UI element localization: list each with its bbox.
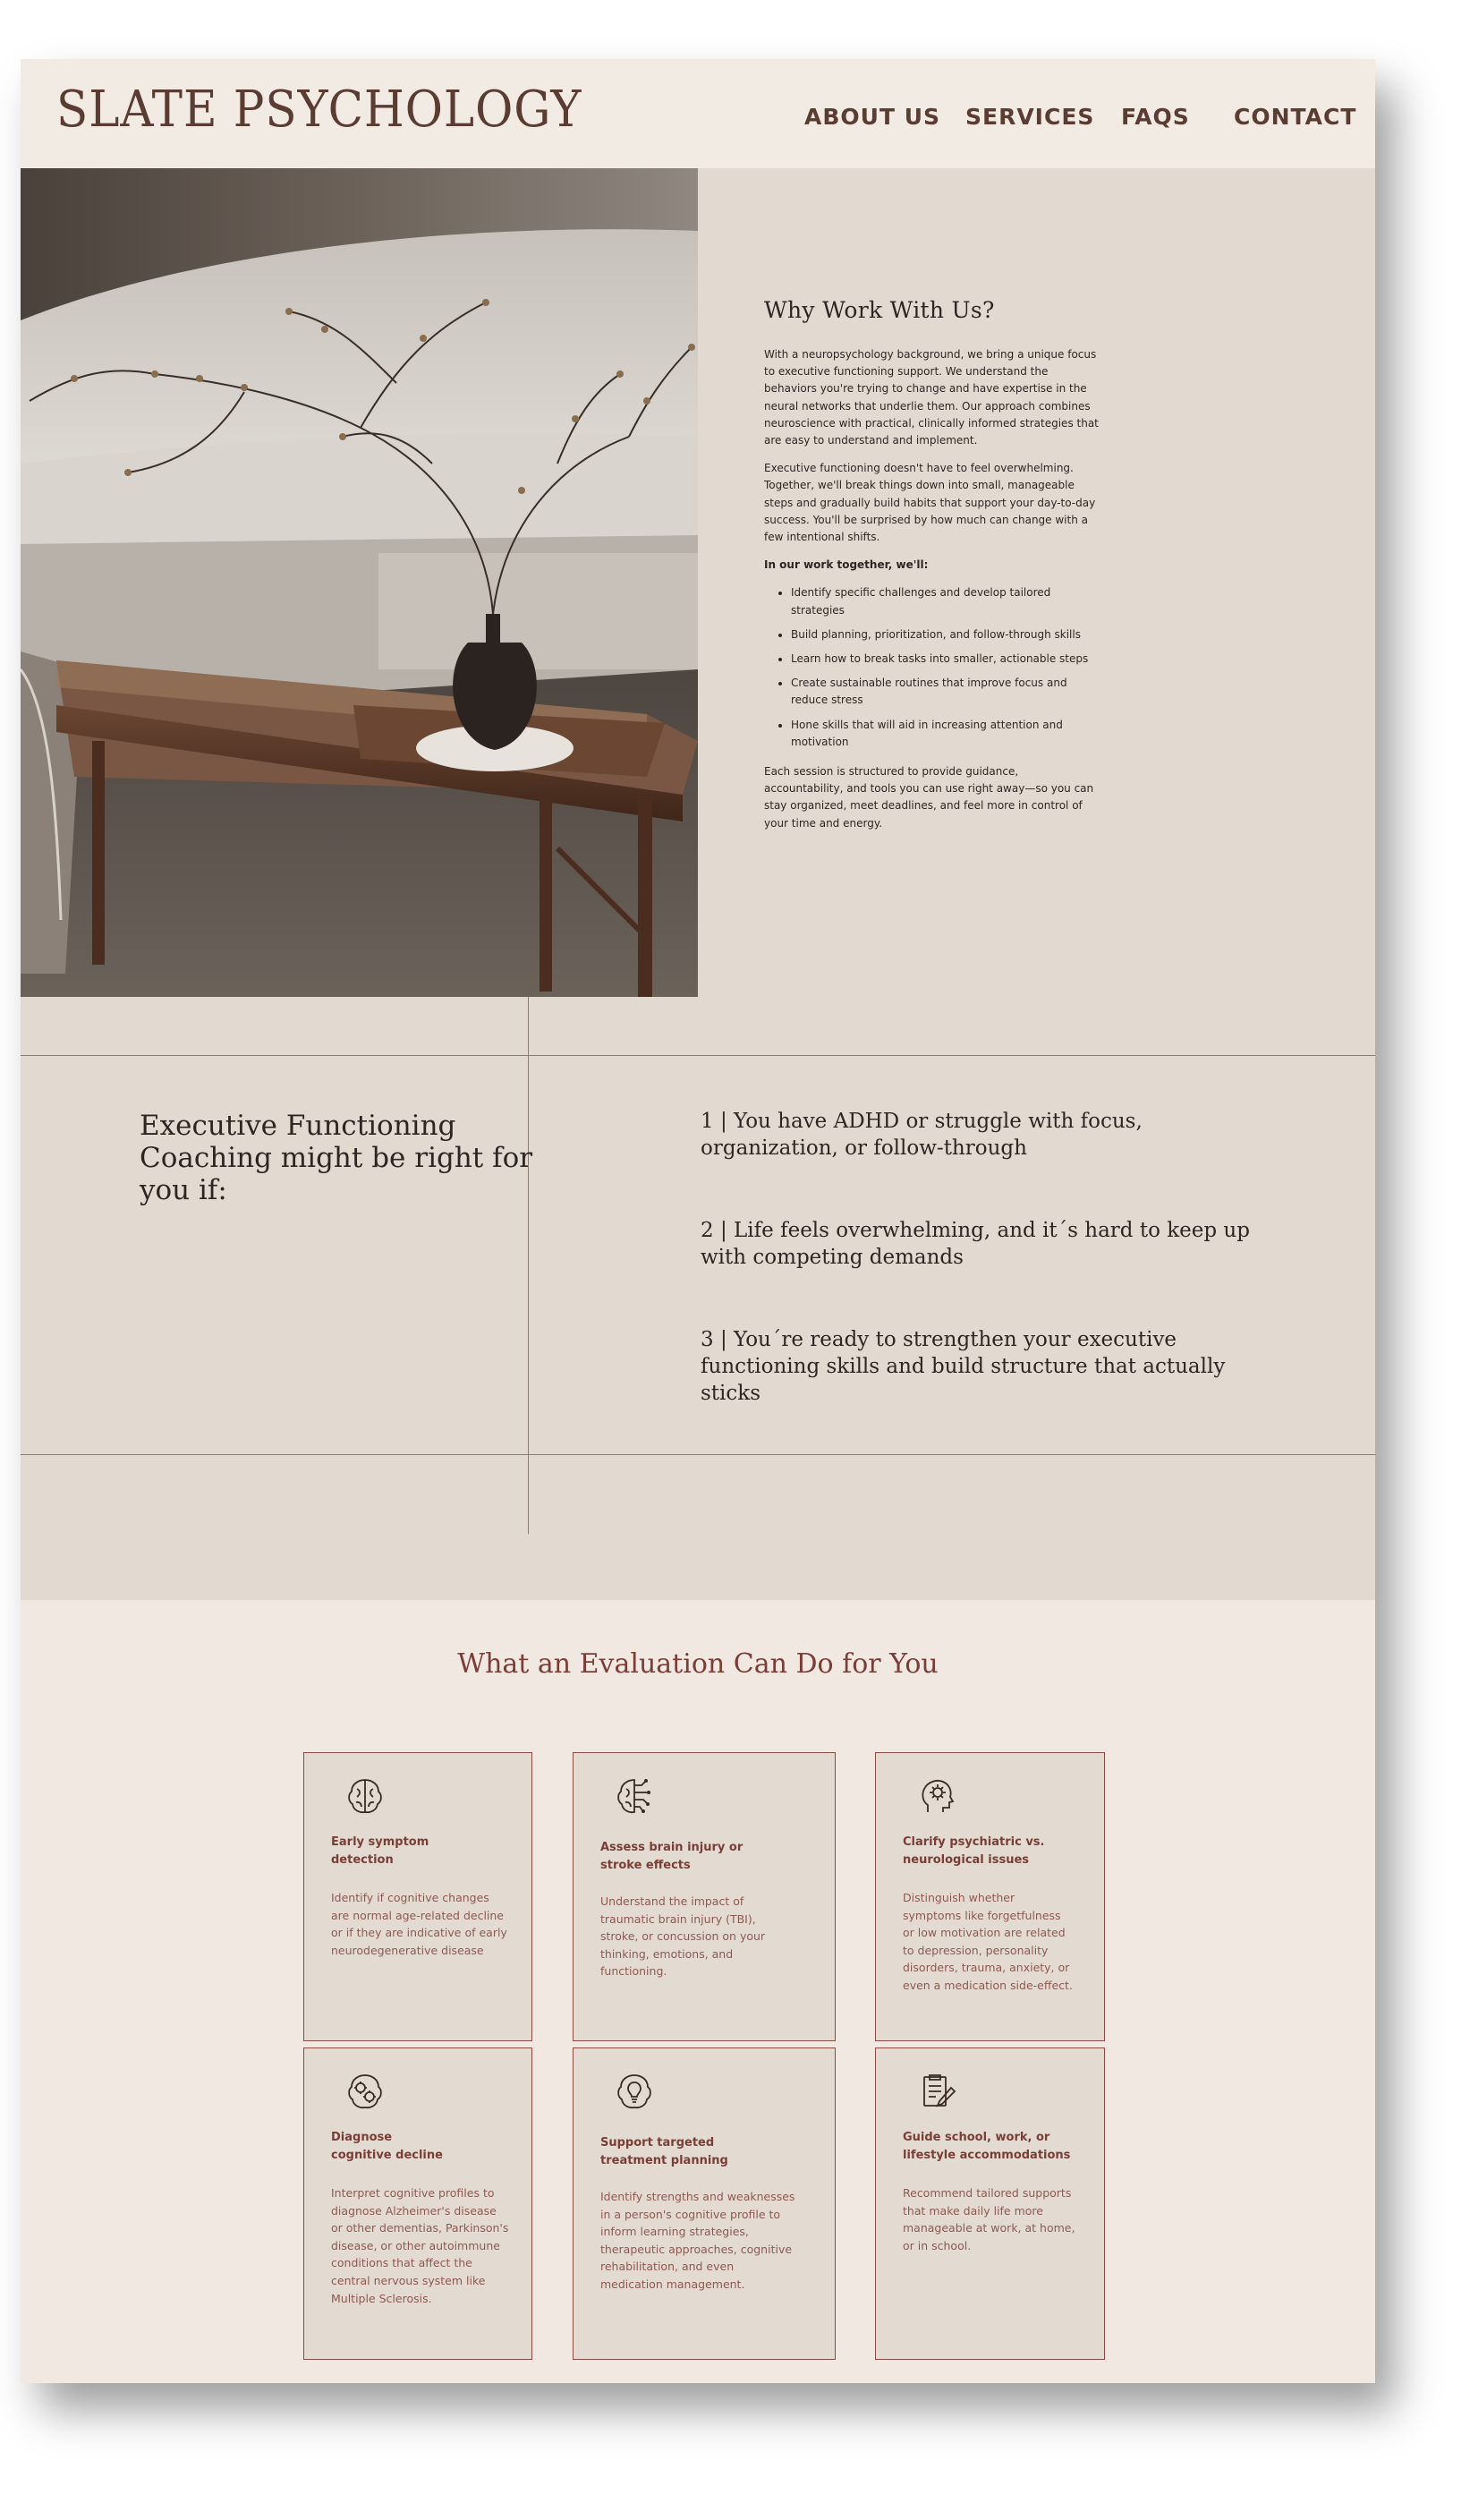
hero-photo: [21, 168, 698, 997]
evaluation-card: [303, 2048, 532, 2360]
card-body: Identify if cognitive changes are normal age-related decline or if they are indicative of early neurodegenerative disease: [331, 1891, 507, 1957]
coaching-reason: 2 | Life feels overwhelming, and it´s hard to keep up with competing demands: [701, 1219, 1250, 1269]
list-item: • Identify specific challenges and develop tailored strategies: [791, 584, 1100, 618]
list-item: • Create sustainable routines that improve focus and reduce stress: [791, 675, 1100, 709]
list-item: • Build planning, prioritization, and follow-through skills: [791, 626, 1100, 643]
why-work-with-us: [764, 297, 1100, 843]
coaching-reason: 1 | You have ADHD or struggle with focus, organization, or follow-through: [701, 1110, 1143, 1160]
grid-divider-vertical: [528, 997, 529, 1534]
card-body: Distinguish whether symptoms like forgetfulness or low motivation are related to depression, personality disorders, trauma, anxiety, or even a medication side-effect.: [903, 1891, 1073, 1992]
card-body: Identify strengths and weaknesses in a person's cognitive profile to inform learning strategies, therapeutic approaches, cognitive rehabilitation, and even medication management.: [600, 2190, 795, 2291]
site-header: [21, 59, 1375, 168]
nav-about-us[interactable]: ABOUT US: [804, 104, 941, 130]
document-pen-icon: [915, 2070, 958, 2113]
list-item: • Learn how to break tasks into smaller, actionable steps: [791, 651, 1100, 668]
evaluation-card: [303, 1752, 532, 2041]
evaluation-section: [21, 1600, 1375, 2383]
card-title: Support targeted treatment planning: [600, 2136, 728, 2167]
site-logo[interactable]: SLATE PSYCHOLOGY: [56, 81, 582, 139]
evaluation-card: [875, 1752, 1105, 2041]
card-title: Early symptom detection: [331, 1835, 429, 1867]
nav-contact[interactable]: CONTACT: [1234, 104, 1357, 130]
card-body: Recommend tailored supports that make daily life more manageable at work, at home, or in school.: [903, 2186, 1075, 2252]
hero-section: [21, 168, 1375, 1600]
nav-faqs[interactable]: FAQS: [1121, 104, 1190, 130]
card-title: Guide school, work, or lifestyle accommodations: [903, 2131, 1071, 2162]
list-item: • Hone skills that will aid in increasing attention and motivation: [791, 717, 1100, 751]
why-closing: Each session is structured to provide guidance, accountability, and tools you can use right away—so you can stay organized, meet deadlines, and feel more in control of your time and energy.: [764, 765, 1094, 830]
coaching-reason: 3 | You´re ready to strengthen your executive functioning skills and build structure that actually sticks: [701, 1328, 1226, 1405]
why-bullet-list: [764, 584, 1100, 751]
brain-gears-icon: [344, 2070, 387, 2113]
why-paragraph: Executive functioning doesn't have to feel overwhelming. Together, we'll break things down into small, manageable steps and gradually build habits that support your day-to-day success. You'll be surprised by how much can change with a few intentional shifts.: [764, 462, 1096, 544]
card-title: Diagnose cognitive decline: [331, 2131, 443, 2162]
why-paragraph: With a neuropsychology background, we bring a unique focus to executive functioning support. We understand the behaviors you're trying to change and have expertise in the neural networks that underlie them. Our approach combines neuroscience with practical, clinically informed strategies that are easy to understand and implement.: [764, 348, 1099, 447]
grid-divider-horizontal: [21, 1055, 1375, 1056]
grid-divider-horizontal: [21, 1454, 1375, 1455]
why-list-lead: In our work together, we'll:: [764, 558, 929, 572]
card-body: Interpret cognitive profiles to diagnose Alzheimer's disease or other dementias, Parkinson's disease, or other autoimmune conditions that affect the central nervous system like Multiple Sclerosis.: [331, 2186, 509, 2305]
evaluation-card: [573, 1752, 836, 2041]
card-title: Assess brain injury or stroke effects: [600, 1841, 743, 1872]
evaluation-title: What an Evaluation Can Do for You: [457, 1648, 939, 1680]
page-frame: [21, 59, 1375, 2383]
card-title: Clarify psychiatric vs. neurological issues: [903, 1835, 1045, 1867]
brain-bulb-icon: [613, 2070, 656, 2113]
head-gear-icon: [915, 1775, 958, 1818]
coaching-title: Executive Functioning Coaching might be right for you if:: [140, 1110, 533, 1206]
brain-icon: [344, 1775, 387, 1818]
why-title: Why Work With Us?: [764, 297, 995, 323]
brain-circuit-icon: [613, 1775, 656, 1818]
evaluation-card: [573, 2048, 836, 2360]
card-body: Understand the impact of traumatic brain injury (TBI), stroke, or concussion on your thinking, emotions, and functioning.: [600, 1894, 766, 1979]
nav-services[interactable]: SERVICES: [965, 104, 1095, 130]
evaluation-card: [875, 2048, 1105, 2360]
